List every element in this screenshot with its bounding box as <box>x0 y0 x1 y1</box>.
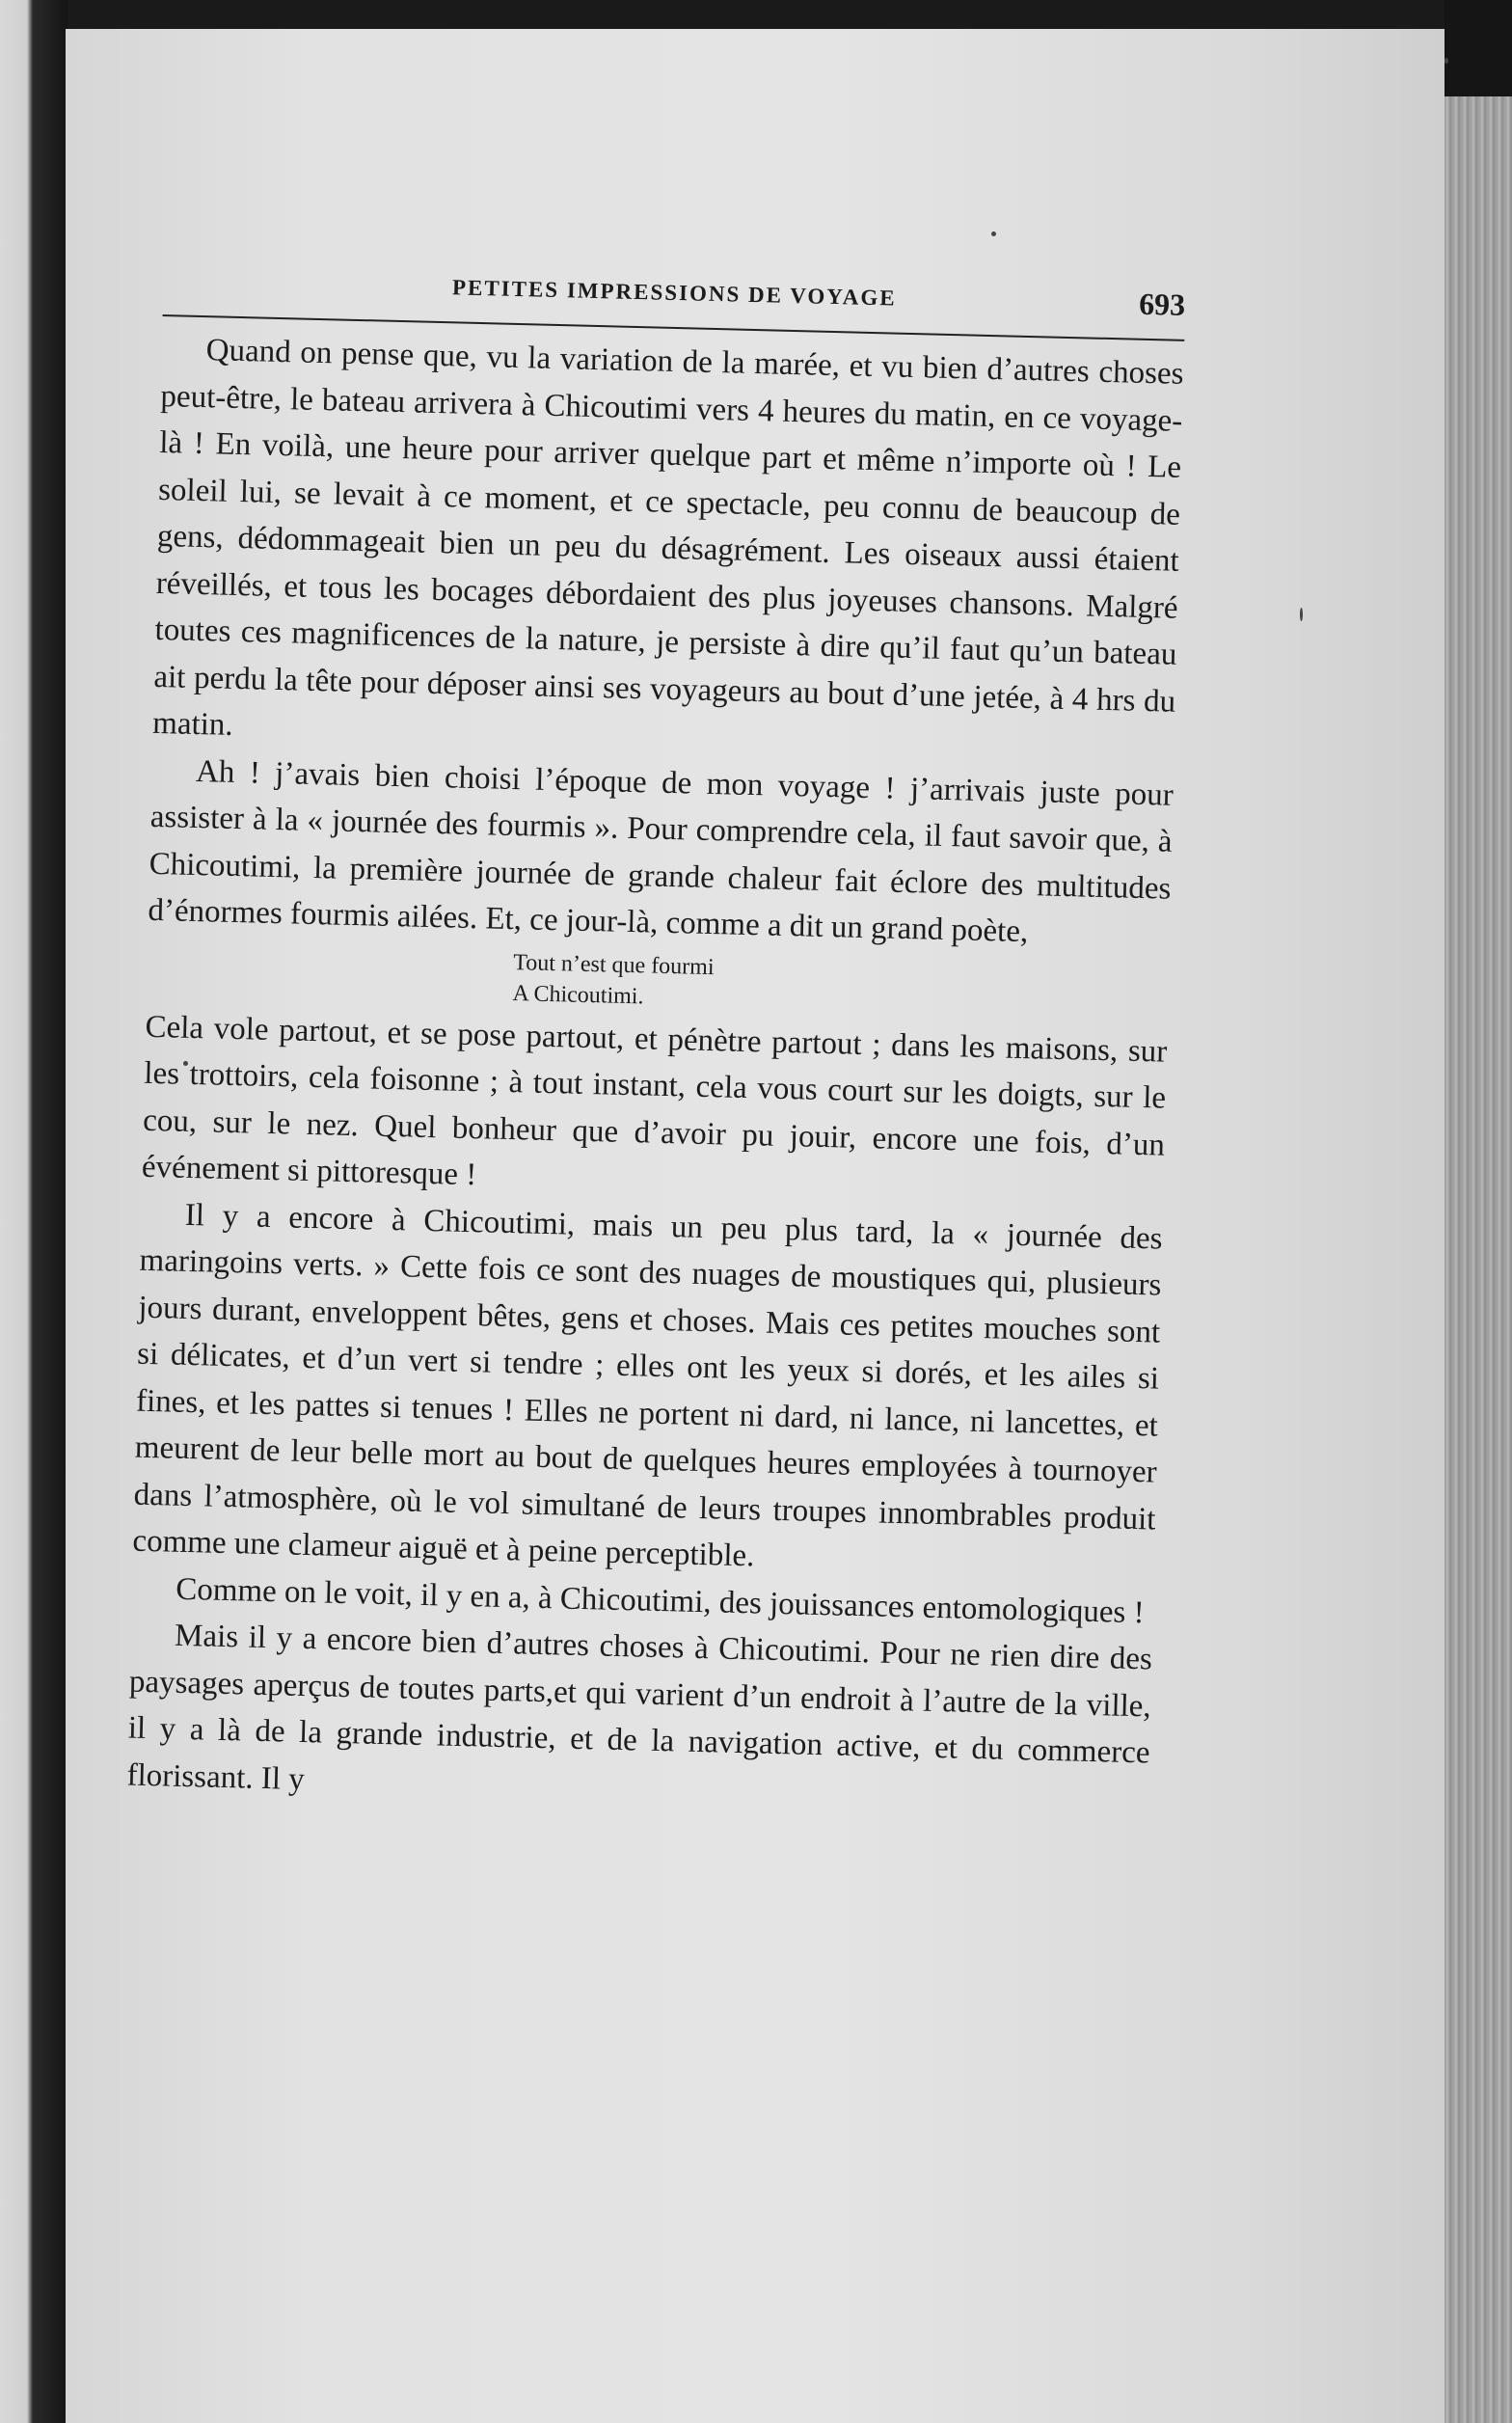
scan-left-edge <box>0 0 68 2423</box>
paragraph: Comme on le voit, il y en a, à Chicoutimi, des jouissances entomologiques ! <box>175 1571 1146 1630</box>
book-page-edges <box>1444 96 1512 2423</box>
paragraph: Ah ! j’avais bien choisi l’époque de mon voyage ! j’arrivais juste pour assister à la « journée des fourmis ». Pour comprendre cela, il faut savoir que, à Chicoutimi, la première journée de grande chaleur fait éclore des multitudes d’énormes fourmis ailées. Et, ce jour-là, comme a dit un grand poète, <box>148 753 1174 950</box>
dust-speck <box>1300 608 1303 621</box>
running-head: PETITES IMPRESSIONS DE VOYAGE <box>451 275 897 311</box>
paragraph: Quand on pense que, vu la variation de la marée, et vu bien d’autres choses peut-être, le bateau arrivera à Chicoutimi vers 4 heures du matin, en ce voyage-là ! En voilà, une heure pour arriver quelque part et même n’importe où ! Le soleil lui, se levait à ce moment, et ce spectacle, peu connu de beaucoup de gens, dédommageait bien un peu du désagrément. Les oiseaux aussi étaient réveillés, et tous les bocages débordaient des plus joyeuses chansons. Malgré toutes ces magnificences de la nature, je persiste à dire qu’il faut qu’un bateau ait perdu la tête pour déposer ainsi ses voyageurs au bout d’une jetée, à 4 hrs du matin. <box>151 333 1184 743</box>
dust-speck <box>1444 58 1448 64</box>
body-text <box>126 326 1184 1823</box>
verse-line: Tout n’est que fourmi <box>513 949 715 980</box>
paragraph: Il y a encore à Chicoutimi, mais un peu plus tard, la « journée des maringoins verts. » Cette fois ce sont des nuages de moustiques qui, plusieurs jours durant, enveloppent bêtes, gens et choses. Mais ces petites mouches sont si délicates, et d’un vert si tendre ; elles ont les yeux si dorés, et les ailes si fines, et les pattes si tenues ! Elles ne portent ni dard, ni lance, ni lancettes, et meurent de leur belle mort au bout de quelques heures employées à tournoyer dans l’atmosphère, où le vol simultané de leurs troupes innombrables produit comme une clameur aiguë et à peine perceptible. <box>132 1197 1163 1574</box>
paragraph: Mais il y a encore bien d’autres choses à Chicoutimi. Pour ne rien dire des paysages aperçus de toutes parts,et qui varient d’un endroit à l’autre de la ville, il y a là de la grande industrie, et de la navigation active, et du commerce florissant. Il y <box>126 1618 1153 1797</box>
dust-speck <box>991 231 996 236</box>
scan-right-dark-corner <box>1444 0 1512 96</box>
verse-line: A Chicoutimi. <box>512 980 644 1009</box>
page-content <box>126 260 1186 1823</box>
paragraph: Cela vole partout, et se pose partout, et pénètre partout ; dans les maisons, sur les trottoirs, cela foisonne ; à tout instant, cela vous court sur les doigts, sur le cou, sur le nez. Quel bonheur que d’avoir pu jouir, encore une fois, d’un événement si pittoresque ! <box>141 1009 1168 1193</box>
page-number: 693 <box>1138 286 1186 322</box>
